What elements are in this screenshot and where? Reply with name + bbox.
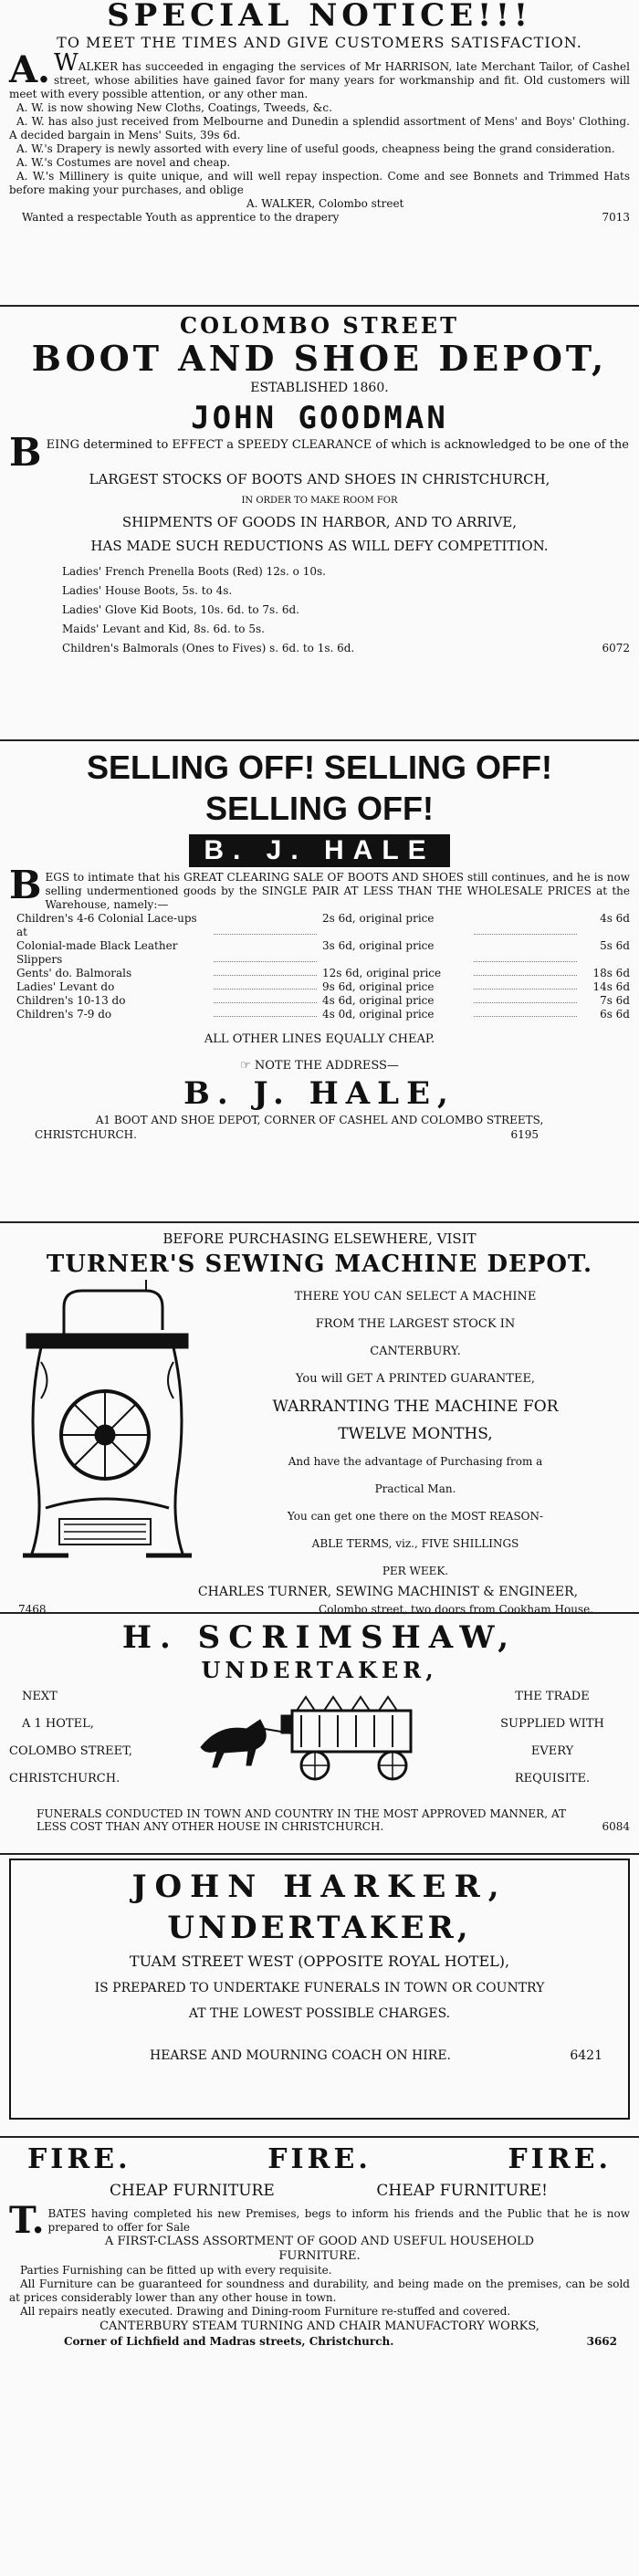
turner-line: WARRANTING THE MACHINE FOR: [272, 1398, 559, 1416]
hale-address: A1 BOOT AND SHOE DEPOT, CORNER OF CASHEL AND COLOMBO STREETS,: [95, 1114, 544, 1126]
table-row-orig: 14s 6d: [592, 980, 630, 993]
scrimshaw-right-line: REQUISITE.: [514, 1772, 591, 1785]
turner-line: TWELVE MONTHS,: [338, 1425, 493, 1443]
hale-name-block: B. J. HALE: [189, 834, 449, 867]
goodman-name: JOHN GOODMAN: [191, 400, 448, 436]
cheap-furniture-left: CHEAP FURNITURE: [110, 2182, 275, 2200]
scrimshaw-ref: 6084: [602, 1820, 630, 1833]
table-row-price: 3s 6d, original price: [322, 939, 435, 952]
selling-off-headline: SELLING OFF! SELLING OFF!: [87, 749, 552, 786]
walker-item: A. W.'s Costumes are novel and cheap.: [16, 156, 231, 169]
scrimshaw-name: H. SCRIMSHAW,: [121, 1619, 518, 1656]
divider: [0, 2136, 639, 2138]
colombo-street-heading: COLOMBO STREET: [180, 312, 459, 339]
turner-line: THERE YOU CAN SELECT A MACHINE: [294, 1290, 537, 1304]
table-row-price: 4s 6d, original price: [322, 994, 435, 1007]
turner-advertisement: [0, 1229, 639, 1618]
bates-para: All Furniture can be guaranteed for soundness and durability, and being made on the premises, can be sold at prices considerably lower than any other house in town.: [9, 2278, 630, 2304]
table-row-orig: 4s 6d: [600, 912, 630, 925]
harker-advertisement: [0, 1859, 639, 2125]
turner-before: BEFORE PURCHASING ELSEWHERE, VISIT: [162, 1230, 477, 1247]
hale-note: NOTE THE ADDRESS—: [254, 1059, 399, 1073]
walker-item: A. W.'s Drapery is newly assorted with every line of useful goods, cheapness being the grand consideration.: [16, 142, 615, 155]
goodman-largest-stocks: LARGEST STOCKS OF BOOTS AND SHOES IN CHRISTCHURCH,: [89, 471, 550, 487]
goodman-price-line: Ladies' House Boots, 5s. to 4s.: [62, 584, 233, 597]
scrimshaw-role: UNDERTAKER,: [201, 1657, 438, 1683]
table-row-item: Ladies' Levant do: [16, 980, 115, 993]
goodman-intro: EING determined to EFFECT a SPEEDY CLEARANCE of which is acknowledged to be one of the: [46, 438, 629, 452]
scrimshaw-left-line: A 1 HOTEL,: [22, 1717, 94, 1731]
walker-advertisement: [0, 0, 639, 225]
goodman-advertisement: [0, 312, 639, 658]
divider: [0, 1221, 639, 1223]
turner-line: Practical Man.: [374, 1482, 456, 1495]
cheap-furniture-right: CHEAP FURNITURE!: [376, 2182, 548, 2200]
walker-item: A. W. is now showing New Cloths, Coatings, Tweeds, &c.: [16, 101, 332, 114]
divider: [0, 305, 639, 307]
goodman-reductions: HAS MADE SUCH REDUCTIONS AS WILL DEFY COMPETITION.: [90, 538, 549, 554]
turner-signature: CHARLES TURNER, SEWING MACHINIST & ENGINEER,: [197, 1585, 579, 1599]
scrimshaw-advertisement: [0, 1618, 639, 1833]
bates-intro: BATES having completed his new Premises, begs to inform his friends and the Public that he is now prepared to offer for Sale: [47, 2207, 630, 2234]
scrimshaw-footer: FUNERALS CONDUCTED IN TOWN AND COUNTRY IN THE MOST APPROVED MANNER, AT LESS COST THAN ANY OTHER HOUSE IN CHRISTCHURCH.: [37, 1807, 566, 1833]
turner-line: You will GET A PRINTED GUARANTEE,: [295, 1372, 536, 1386]
turner-address: Colombo street, two doors from Cookham House.: [319, 1603, 593, 1616]
fire-heading: FIRE.: [508, 2143, 612, 2175]
bates-offer: A FIRST-CLASS ASSORTMENT OF GOOD AND USEFUL HOUSEHOLD FURNITURE.: [104, 2235, 535, 2263]
scrimshaw-right-line: SUPPLIED WITH: [500, 1717, 604, 1731]
walker-item: A. W. has also just received from Melbourne and Dunedin a splendid assortment of Mens' and Boys' Clothing. A decided bargain in Mens' Suits, 39s 6d.: [9, 115, 630, 141]
goodman-price-line: Ladies' French Prenella Boots (Red) 12s. o 10s.: [62, 565, 326, 578]
harker-role: UNDERTAKER,: [167, 1910, 472, 1946]
table-row-item: Colonial-made Black Leather Slippers: [16, 939, 178, 966]
table-row-orig: 5s 6d: [600, 939, 630, 952]
goodman-in-order: IN ORDER TO MAKE ROOM FOR: [241, 496, 398, 506]
hearse-illustration: [192, 1692, 429, 1784]
scrimshaw-left-line: NEXT: [22, 1690, 58, 1703]
goodman-ref: 6072: [602, 642, 630, 654]
turner-ref: 7468: [18, 1603, 47, 1616]
harker-frame: [9, 1859, 630, 2120]
turner-line: CANTERBURY.: [370, 1345, 461, 1358]
established-year: ESTABLISHED 1860.: [250, 381, 389, 395]
hale-other-lines: ALL OTHER LINES EQUALLY CHEAP.: [204, 1032, 435, 1046]
goodman-lead-letter: B: [9, 430, 42, 475]
harker-line1: IS PREPARED TO UNDERTAKE FUNERALS IN TOWN OR COUNTRY: [94, 1981, 545, 1995]
walker-lead-letter: A.: [9, 48, 50, 91]
bates-lead-letter: T.: [9, 2199, 45, 2242]
table-row-item: Children's 4-6 Colonial Lace-ups at: [16, 912, 197, 938]
goodman-price-line: Ladies' Glove Kid Boots, 10s. 6d. to 7s. 6d.: [62, 603, 299, 616]
bates-advertisement: [0, 2141, 639, 2349]
table-row-price: 4s 0d, original price: [322, 1008, 435, 1021]
harker-name: JOHN HARKER,: [131, 1869, 508, 1905]
hale-lead-letter: B: [9, 863, 42, 907]
walker-item: A. W.'s Millinery is quite unique, and will well repay inspection. Come and see Bonnets and Trimmed Hats before making your purchases, and oblige: [9, 170, 630, 196]
divider: [0, 1612, 639, 1614]
table-row-price: 2s 6d, original price: [322, 912, 435, 925]
hale-name: B. J. HALE,: [183, 1075, 456, 1112]
walker-subtitle: TO MEET THE TIMES AND GIVE CUSTOMERS SATISFACTION.: [57, 34, 582, 51]
harker-address: TUAM STREET WEST (OPPOSITE ROYAL HOTEL),: [129, 1953, 510, 1970]
fire-heading: FIRE.: [267, 2143, 372, 2175]
table-row-price: 9s 6d, original price: [322, 980, 435, 993]
hale-price-table: [9, 912, 630, 1021]
table-row-orig: 18s 6d: [592, 967, 630, 979]
special-notice-title: SPECIAL NOTICE!!!: [107, 0, 532, 34]
bates-para: Parties Furnishing can be fitted up with every requisite.: [20, 2264, 332, 2277]
hale-city: CHRISTCHURCH.: [35, 1128, 137, 1141]
harker-hearse: HEARSE AND MOURNING COACH ON HIRE.: [150, 2048, 451, 2063]
turner-line: And have the advantage of Purchasing from a: [288, 1455, 543, 1468]
scrimshaw-right-line: THE TRADE: [515, 1690, 590, 1703]
divider: [0, 1853, 639, 1855]
goodman-price-line: Maids' Levant and Kid, 8s. 6d. to 5s.: [62, 623, 265, 635]
table-row-item: Children's 7-9 do: [16, 1008, 112, 1021]
walker-lead-word: W: [53, 49, 79, 77]
harker-ref: 6421: [570, 2048, 602, 2063]
table-row-item: Children's 10-13 do: [16, 994, 126, 1007]
bates-ref: 3662: [586, 2335, 617, 2348]
turner-line: You can get one there on the MOST REASON-: [287, 1510, 544, 1523]
table-row-price: 12s 6d, original price: [322, 967, 442, 979]
boot-shoe-depot-title: BOOT AND SHOE DEPOT,: [31, 338, 608, 379]
scrimshaw-left-line: COLOMBO STREET,: [9, 1744, 133, 1758]
hale-ref: 6195: [510, 1128, 539, 1141]
bates-corner: Corner of Lichfield and Madras streets, Christchurch.: [64, 2335, 394, 2348]
selling-off-headline-2: SELLING OFF!: [205, 790, 434, 827]
goodman-price-line: Children's Balmorals (Ones to Fives) s. 6d. to 1s. 6d.: [62, 642, 355, 654]
turner-line: PER WEEK.: [382, 1565, 449, 1577]
goodman-shipments: SHIPMENTS OF GOODS IN HARBOR, AND TO ARRIVE,: [121, 514, 518, 530]
pointing-hand-icon: ☞: [240, 1059, 255, 1073]
turner-line: FROM THE LARGEST STOCK IN: [315, 1317, 516, 1331]
harker-line2: AT THE LOWEST POSSIBLE CHARGES.: [188, 2006, 451, 2021]
scrimshaw-right-line: EVERY: [530, 1744, 574, 1758]
table-row-orig: 7s 6d: [600, 994, 630, 1007]
walker-paragraph: ALKER has succeeded in engaging the services of Mr HARRISON, late Merchant Tailor, of Cashel street, whose abilities have gained favor for many years for workmanship and fit. Old customers will meet with every possible attention, or any other man.: [9, 60, 630, 100]
hale-intro: EGS to intimate that his GREAT CLEARING SALE OF BOOTS AND SHOES still continues, and he is now selling undermentioned goods by the SINGLE PAIR AT LESS THAN THE WHOLESALE PRICES at the Warehouse, namely:—: [45, 871, 630, 911]
sewing-machine-illustration: [9, 1280, 201, 1572]
turner-line: ABLE TERMS, viz., FIVE SHILLINGS: [311, 1537, 519, 1550]
divider: [0, 739, 639, 741]
table-row-item: Gents' do. Balmorals: [16, 967, 132, 979]
walker-ref: 7013: [602, 211, 630, 224]
turner-title: TURNER'S SEWING MACHINE DEPOT.: [46, 1251, 593, 1278]
hale-advertisement: [0, 747, 639, 1142]
walker-signature: A. WALKER, Colombo street: [246, 197, 404, 210]
bates-works: CANTERBURY STEAM TURNING AND CHAIR MANUFACTORY WORKS,: [100, 2319, 539, 2333]
walker-wanted: Wanted a respectable Youth as apprentice to the drapery: [22, 211, 340, 224]
bates-para: All repairs neatly executed. Drawing and Dining-room Furniture re-stuffed and covered.: [20, 2305, 511, 2318]
scrimshaw-left-line: CHRISTCHURCH.: [9, 1772, 120, 1785]
table-row-orig: 6s 6d: [600, 1008, 630, 1021]
fire-heading: FIRE.: [27, 2143, 131, 2175]
